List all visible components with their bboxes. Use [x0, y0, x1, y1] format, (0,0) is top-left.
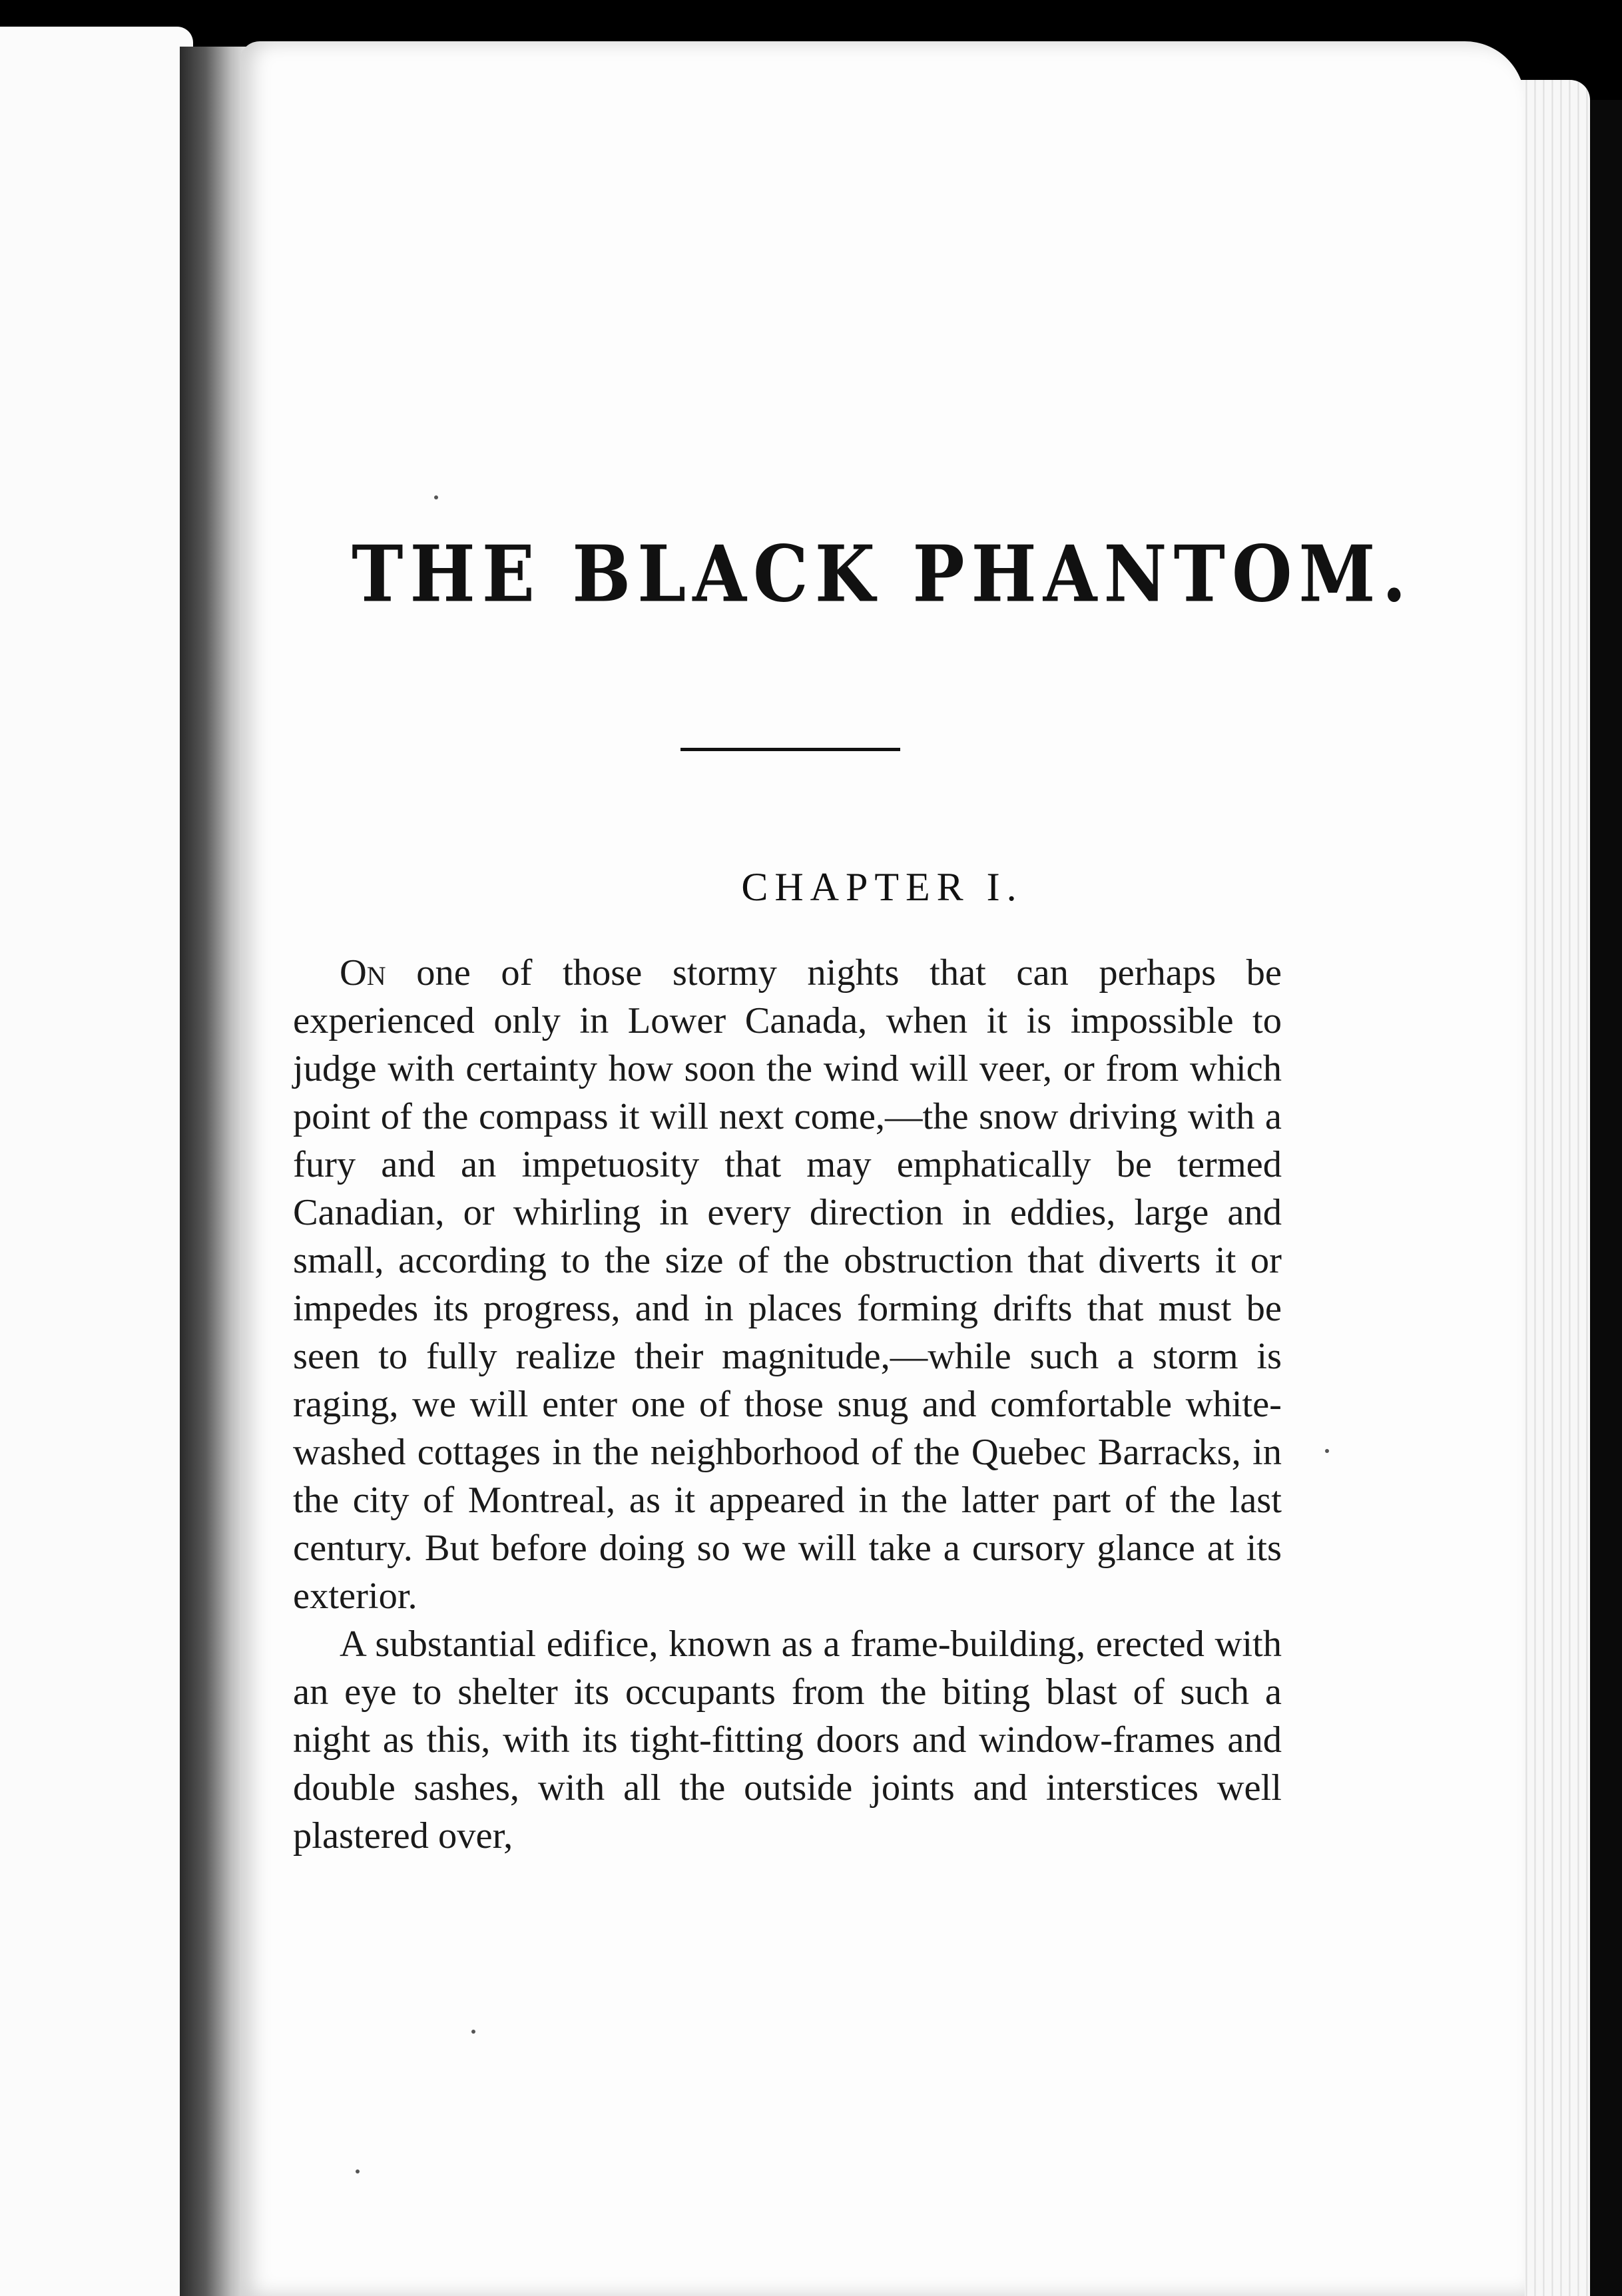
paragraph-1-text: one of those stormy nights that can perhaps be experienced only in Lower Canada, when it is impossible to judge with certainty how soon the wind will veer, or from which point of the compass it will next come,—the snow driving with a fury and an impetuosity that may emphatically be termed Canadian, or whirling in every direction in eddies, large and small, according to the size of the obstruction that diverts it or impedes its progress, and in places forming drifts that must be seen to fully realize their magnitude,—while such a storm is raging, we will enter one of those snug and comfortable white-washed cottages in the neighborhood of the Quebec Barracks, in the city of Montreal, as it appeared in the latter part of the last century. But before doing so we will take a cursory glance at its exterior.	[293, 952, 1282, 1617]
paper-speck	[1325, 1449, 1329, 1453]
body-text	[293, 949, 1282, 1860]
paragraph-1-lead: On	[340, 952, 386, 994]
chapter-heading: CHAPTER I.	[741, 865, 1023, 909]
paragraph-2-text: A substantial edifice, known as a frame-building, erected with an eye to shelter its occupants from the biting blast of such a night as this, with its tight-fitting doors and window-frames and double sashes, with all the outside joints and interstices well plastered over,	[293, 1623, 1282, 1857]
left-page	[0, 27, 193, 2296]
paper-speck	[434, 495, 438, 499]
title-rule	[680, 748, 900, 751]
paragraph-1	[293, 949, 1282, 1620]
paper-speck	[471, 2030, 475, 2034]
paragraph-2	[293, 1620, 1282, 1860]
paper-speck	[356, 2169, 360, 2173]
book-title: THE BLACK PHANTOM.	[352, 527, 1413, 620]
scan-border	[1590, 100, 1622, 2296]
